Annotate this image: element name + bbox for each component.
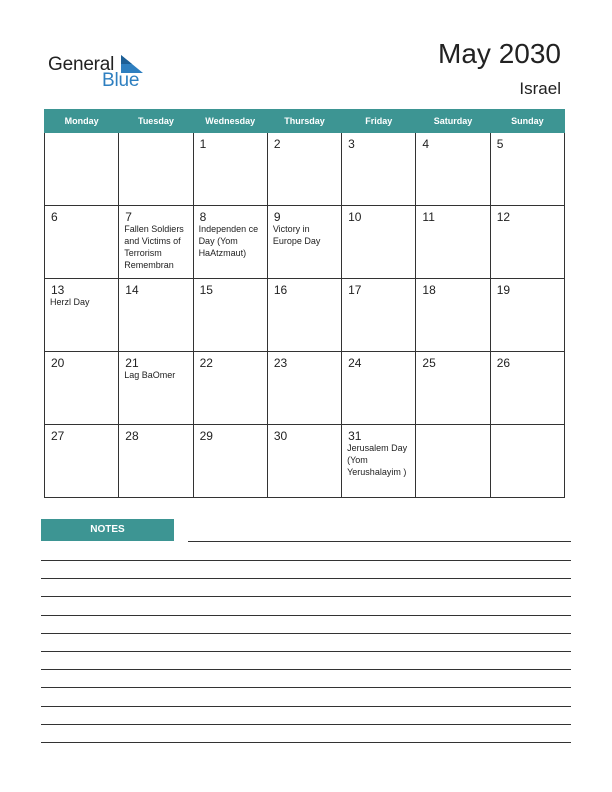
day-cell <box>416 425 490 498</box>
day-number: 3 <box>348 137 355 151</box>
day-number: 27 <box>51 429 65 443</box>
day-number: 4 <box>422 137 430 151</box>
notes-line <box>41 578 571 579</box>
day-number: 9 <box>273 210 281 224</box>
day-cell <box>342 206 416 279</box>
day-number: 11 <box>422 210 435 224</box>
day-number: 28 <box>125 429 139 443</box>
notes-header: NOTES <box>41 519 174 541</box>
notes-line <box>41 651 571 652</box>
day-cell <box>416 352 490 425</box>
day-number: 14 <box>125 283 139 297</box>
day-number: 13 <box>51 283 65 297</box>
day-number: 24 <box>348 356 362 370</box>
weekday-saturday: Saturday <box>416 110 490 133</box>
day-cell <box>193 133 267 206</box>
weekday-sunday: Sunday <box>490 110 564 133</box>
day-cell <box>490 279 564 352</box>
day-cell <box>416 133 490 206</box>
day-event: Herzl Day <box>50 297 90 307</box>
page-title: May 2030 <box>438 38 561 69</box>
day-cell <box>45 206 119 279</box>
day-cell <box>119 206 193 279</box>
day-event: Jerusalem Day (Yom Yerushalayim ) <box>347 443 408 477</box>
day-cell <box>119 425 193 498</box>
day-number: 15 <box>199 283 213 297</box>
day-cell <box>416 206 490 279</box>
day-cell <box>490 133 564 206</box>
day-event: Fallen Soldiers and Victims of Terrorism Remembran <box>124 224 184 270</box>
day-number: 25 <box>422 356 436 370</box>
notes-line <box>41 724 571 725</box>
day-number: 8 <box>199 210 207 224</box>
day-number: 19 <box>496 283 511 297</box>
day-number: 26 <box>496 356 511 370</box>
day-number: 16 <box>273 283 288 297</box>
day-event: Independen ce Day (Yom HaAtzmaut) <box>198 224 259 258</box>
day-cell <box>267 279 341 352</box>
day-number: 21 <box>125 356 139 370</box>
notes-line <box>41 615 571 616</box>
day-number: 31 <box>348 429 362 443</box>
day-number: 23 <box>273 356 288 370</box>
day-cell <box>267 133 341 206</box>
day-number: 1 <box>199 137 207 151</box>
day-event: Lag BaOmer <box>124 370 176 380</box>
day-cell <box>45 133 119 206</box>
day-event: Victory in Europe Day <box>272 224 321 246</box>
day-cell <box>45 352 119 425</box>
notes-line <box>41 669 571 670</box>
notes-line <box>41 560 571 561</box>
weekday-monday: Monday <box>45 110 119 133</box>
day-number: 7 <box>125 210 132 224</box>
day-number: 30 <box>273 429 288 443</box>
weekday-tuesday: Tuesday <box>119 110 193 133</box>
day-number: 29 <box>199 429 213 443</box>
notes-line <box>41 742 571 743</box>
logo-general-text: General <box>48 54 115 75</box>
country-label: Israel <box>519 79 561 98</box>
day-cell <box>267 352 341 425</box>
day-cell <box>45 425 119 498</box>
day-cell <box>119 133 193 206</box>
weekday-header-row <box>45 110 565 133</box>
day-cell <box>416 279 490 352</box>
logo <box>48 54 148 94</box>
weekday-wednesday: Wednesday <box>193 110 267 133</box>
notes-line <box>41 596 571 597</box>
week-row <box>45 425 565 498</box>
week-row <box>45 279 565 352</box>
day-number: 20 <box>51 356 65 370</box>
day-cell <box>119 352 193 425</box>
day-number: 6 <box>51 210 58 224</box>
day-cell <box>193 206 267 279</box>
day-number: 22 <box>199 356 213 370</box>
day-number: 10 <box>348 210 362 224</box>
logo-blue-text: Blue <box>102 70 140 91</box>
day-cell <box>193 425 267 498</box>
day-number: 2 <box>273 137 281 151</box>
day-number: 12 <box>496 210 511 224</box>
day-number: 17 <box>348 283 362 297</box>
day-cell <box>193 279 267 352</box>
week-row <box>45 206 565 279</box>
notes-line <box>188 541 571 542</box>
notes-line <box>41 706 571 707</box>
week-row <box>45 352 565 425</box>
weekday-friday: Friday <box>342 110 416 133</box>
day-number: 18 <box>422 283 436 297</box>
day-cell <box>342 425 416 498</box>
notes-line <box>41 633 571 634</box>
day-cell <box>342 133 416 206</box>
day-cell <box>490 352 564 425</box>
day-cell <box>490 206 564 279</box>
day-cell <box>45 279 119 352</box>
day-cell <box>119 279 193 352</box>
day-cell <box>193 352 267 425</box>
day-number: 5 <box>496 137 504 151</box>
day-cell <box>490 425 564 498</box>
day-cell <box>342 279 416 352</box>
day-cell <box>267 425 341 498</box>
day-cell <box>267 206 341 279</box>
day-cell <box>342 352 416 425</box>
calendar-grid <box>44 109 565 498</box>
week-row <box>45 133 565 206</box>
weekday-thursday: Thursday <box>267 110 341 133</box>
notes-line <box>41 687 571 688</box>
